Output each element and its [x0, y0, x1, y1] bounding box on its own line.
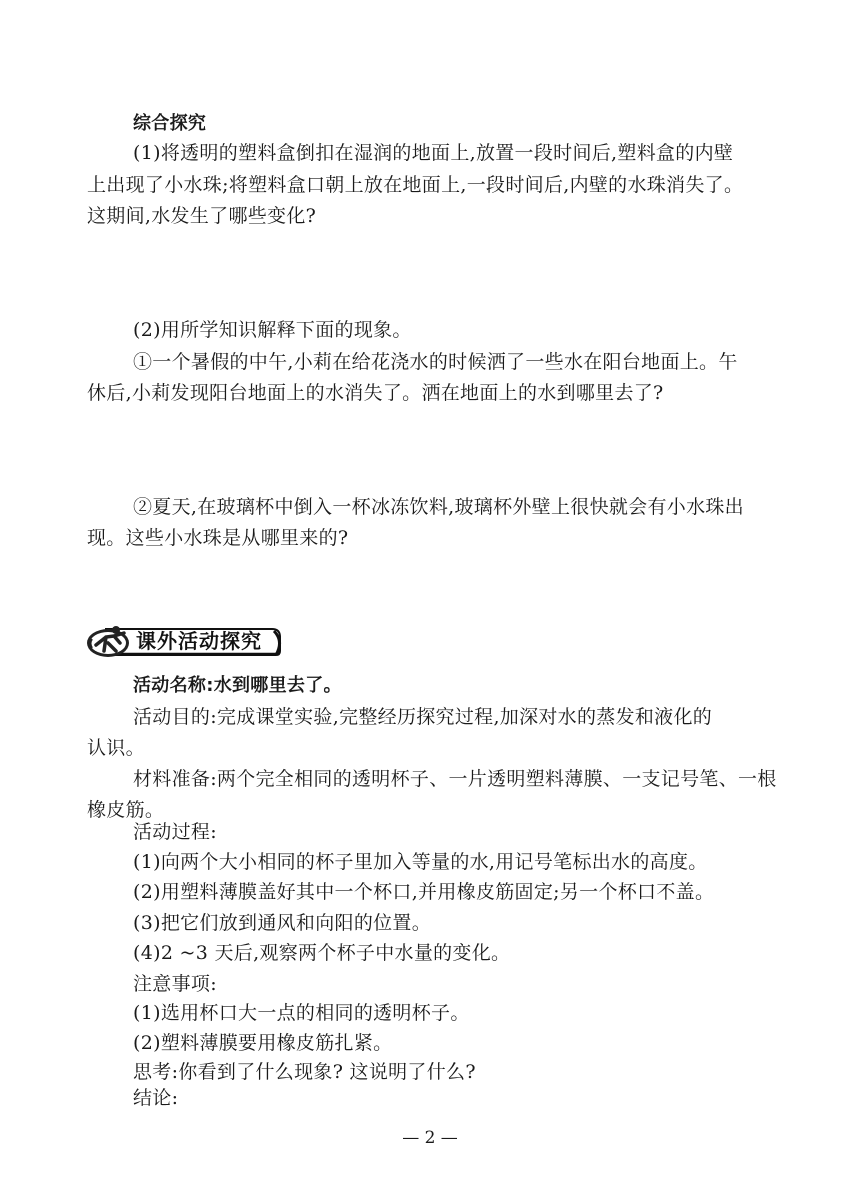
process-label: 活动过程:	[133, 821, 217, 843]
process-step-3: (3)把它们放到通风和向阳的位置。	[133, 912, 432, 934]
notes-label: 注意事项:	[133, 973, 217, 995]
question-1-line-2: 上出现了小水珠;将塑料盒口朝上放在地面上,一段时间后,内壁的水珠消失了。	[87, 174, 744, 196]
question-2-intro: (2)用所学知识解释下面的现象。	[133, 319, 412, 341]
activity-name: 活动名称:水到哪里去了。	[133, 675, 342, 696]
question-1-line-1: (1)将透明的塑料盒倒扣在湿润的地面上,放置一段时间后,塑料盒的内壁	[133, 142, 734, 164]
question-2a-line-2: 休后,小莉发现阳台地面上的水消失了。洒在地面上的水到哪里去了?	[87, 382, 664, 404]
activity-banner	[86, 621, 286, 659]
question-2b-line-2: 现。这些小水珠是从哪里来的?	[87, 527, 349, 549]
note-2: (2)塑料薄膜要用橡皮筋扎紧。	[133, 1032, 393, 1054]
running-figure-icon	[86, 621, 132, 659]
process-step-1: (1)向两个大小相同的杯子里加入等量的水,用记号笔标出水的高度。	[133, 851, 708, 873]
thinking-question: 思考:你看到了什么现象? 这说明了什么?	[133, 1061, 476, 1083]
materials-line-2: 橡皮筋。	[87, 799, 165, 821]
note-1: (1)选用杯口大一点的相同的透明杯子。	[133, 1002, 470, 1024]
process-step-4: (4)2 ~3 天后,观察两个杯子中水量的变化。	[133, 942, 511, 964]
question-2b-line-1: ②夏天,在玻璃杯中倒入一杯冰冻饮料,玻璃杯外壁上很快就会有小水珠出	[133, 496, 744, 518]
page-number: — 2 —	[402, 1128, 458, 1148]
section-heading: 综合探究	[133, 113, 207, 134]
materials-line-1: 材料准备:两个完全相同的透明杯子、一片透明塑料薄膜、一支记号笔、一根	[133, 768, 777, 790]
activity-purpose-line-1: 活动目的:完成课堂实验,完整经历探究过程,加深对水的蒸发和液化的	[133, 706, 713, 728]
question-1-line-3: 这期间,水发生了哪些变化?	[87, 205, 317, 227]
question-2a-line-1: ①一个暑假的中午,小莉在给花浇水的时候洒了一些水在阳台地面上。午	[133, 351, 738, 373]
activity-purpose-line-2: 认识。	[87, 737, 145, 759]
conclusion-label: 结论:	[133, 1087, 179, 1109]
banner-title: 课外活动探究	[136, 629, 262, 653]
process-step-2: (2)用塑料薄膜盖好其中一个杯口,并用橡皮筋固定;另一个杯口不盖。	[133, 881, 715, 903]
